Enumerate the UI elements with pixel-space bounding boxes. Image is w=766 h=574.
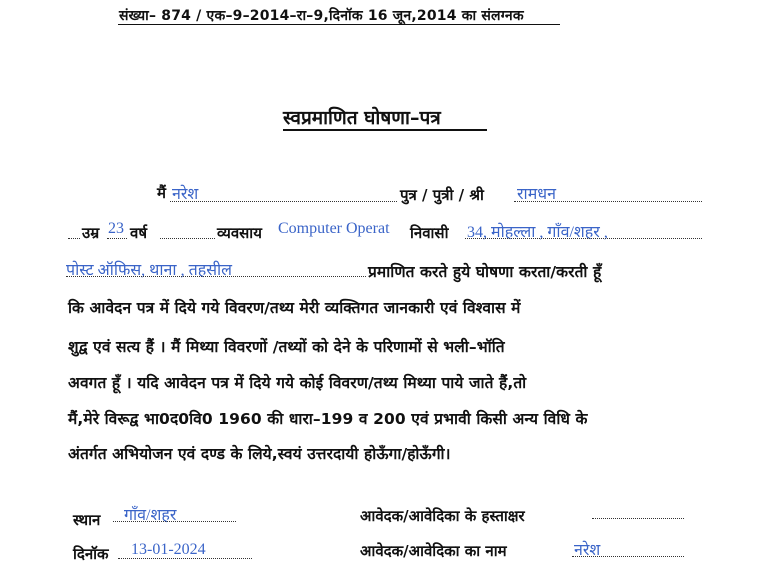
place-field[interactable]: गाँव/शहर bbox=[124, 507, 177, 524]
place-label: स्थान bbox=[73, 511, 101, 529]
paragraph-line-2: शुद्व एवं सत्य हैं । मैं मिथ्या विवरणों /तथ्यों को देने के परिणामों से भली–भॉति bbox=[68, 338, 505, 356]
signature-dotted-line[interactable] bbox=[592, 518, 684, 519]
prefix-i-label: मैं bbox=[157, 184, 166, 202]
name-dotted-line bbox=[170, 201, 397, 202]
father-name-field[interactable]: रामधन bbox=[517, 186, 556, 203]
applicant-name-field[interactable]: नरेश bbox=[574, 542, 601, 559]
reference-line: संख्या– 874 / एक–9–2014–रा–9,दिनॉक 16 जून,2014 का संलग्नक bbox=[119, 8, 524, 24]
address-dotted-line1 bbox=[465, 238, 702, 239]
page-title: स्वप्रमाणित घोषणा–पत्र bbox=[283, 107, 441, 129]
paragraph-line-1: कि आवेदन पत्र में दिये गये विवरण/तथ्य मेरी व्यक्तिगत जानकारी एवं विश्वास में bbox=[68, 299, 521, 317]
signature-label: आवेदक/आवेदिका के हस्ताक्षर bbox=[360, 507, 525, 525]
relation-label: पुत्र / पुत्री / श्री bbox=[400, 186, 484, 204]
paragraph-line-4: मैं,मेरे विरूद्व भा0द0वि0 1960 की धारा–199 व 200 एवं प्रभावी किसी अन्य विधि के bbox=[68, 410, 588, 428]
age-dotted-line bbox=[107, 238, 127, 239]
place-dotted-line bbox=[113, 521, 236, 522]
occupation-field[interactable]: Computer Operat bbox=[278, 220, 390, 237]
title-underline bbox=[283, 129, 487, 131]
applicant-name-label: आवेदक/आवेदिका का नाम bbox=[360, 542, 507, 560]
age-label: उम्र bbox=[82, 224, 100, 242]
years-label: वर्ष bbox=[130, 224, 148, 242]
age-lead-dots bbox=[68, 238, 80, 239]
resident-label: निवासी bbox=[410, 224, 449, 242]
age-field[interactable]: 23 bbox=[108, 220, 124, 237]
declaration-text: प्रमाणित करते हुये घोषणा करता/करती हूँ bbox=[368, 263, 602, 281]
address-field-line2[interactable]: पोस्ट ऑफिस, थाना , तहसील bbox=[66, 262, 233, 279]
years-dotted-line bbox=[160, 238, 215, 239]
occupation-label: व्यवसाय bbox=[217, 224, 262, 242]
paragraph-line-5: अंतर्गत अभियोजन एवं दण्ड के लिये,स्वयं उत्तरदायी होऊँगा/होऊँगी। bbox=[68, 445, 451, 463]
reference-underline bbox=[118, 24, 560, 25]
address-dotted-line2 bbox=[66, 276, 366, 277]
name-field[interactable]: नरेश bbox=[172, 186, 199, 203]
father-dotted-line bbox=[514, 201, 702, 202]
applicant-name-dotted-line bbox=[572, 556, 684, 557]
paragraph-line-3: अवगत हूँ । यदि आवेदन पत्र में दिये गये कोई विवरण/तथ्य मिथ्या पाये जाते हैं,तो bbox=[68, 374, 527, 392]
date-label: दिनॉक bbox=[73, 545, 109, 563]
date-field[interactable]: 13-01-2024 bbox=[131, 541, 206, 558]
date-dotted-line bbox=[118, 558, 252, 559]
address-field-line1[interactable]: 34, मोहल्ला , गाँव/शहर , bbox=[467, 224, 608, 241]
